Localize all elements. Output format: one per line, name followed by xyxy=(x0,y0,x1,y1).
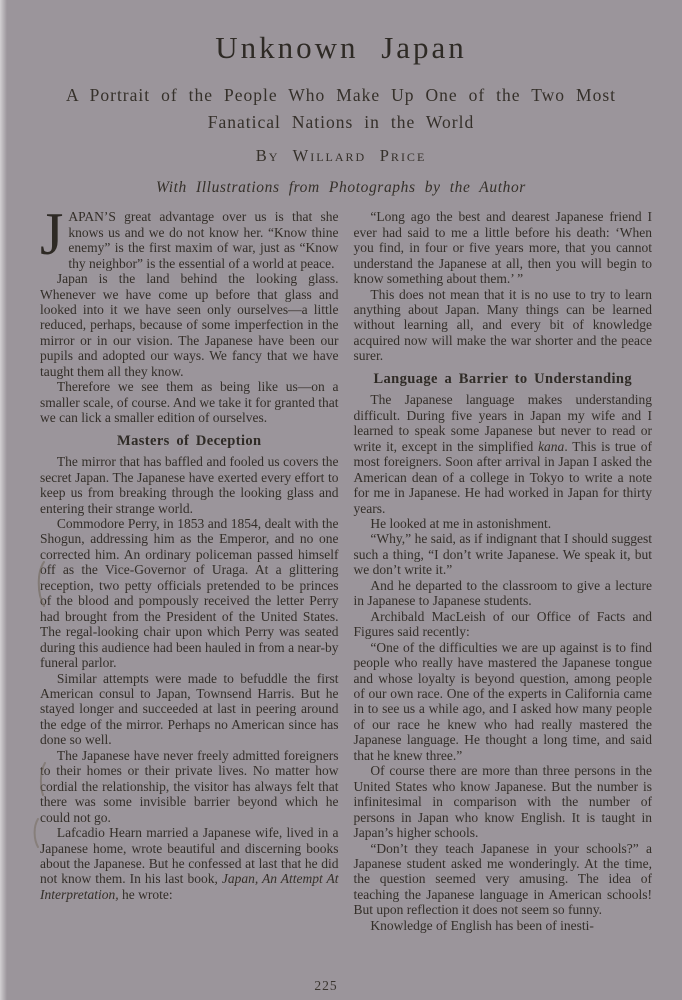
article-subtitle: A Portrait of the People Who Make Up One of the Two Most Fanatical Nations in the World xyxy=(65,85,617,133)
paragraph: Commodore Perry, in 1853 and 1854, dealt with the Shogun, addressing him as the Emperor, and no one corrected him. An ordinary policeman passed himself off as the Vice-Governor of Uraga. At a glittering reception, two petty officials pretended to be princes of the blood and pompously received the letter Perry had brought from the President of the United States. The regal-looking chair upon which Perry was seated during this audience had been hauled in from a near-by funeral parlor. xyxy=(40,516,339,671)
article-title: Unknown Japan xyxy=(215,30,467,65)
paragraph: Archibald MacLeish of our Office of Facts and Figures said recently: xyxy=(353,608,652,640)
paragraph: “Why,” he said, as if indignant that I should suggest such a thing, “I don’t write Japanese. We speak it, but we don’t write it.” xyxy=(353,531,652,578)
paragraph: He looked at me in astonishment. xyxy=(370,516,552,531)
paragraph: “Long ago the best and dearest Japanese friend I ever had said to me a little before his death: ‘When you find, in four or five years more, that you cannot understand the Japanese at all, then you will begin to know something about them.’ ” xyxy=(353,209,652,287)
paragraph: The Japanese language makes understanding difficult. During five years in Japan my wife and I learned to speak some Japanese but never to read or write it, except in the simplified kana. This is true of most foreigners. Soon after arrival in Japan I asked the American dean of a college in Tokyo to write a note for me in Japanese. He had worked in Japan for thirty years. xyxy=(353,392,652,516)
paragraph: And he departed to the classroom to give a lecture in Japanese to Japanese students. xyxy=(353,577,652,609)
article-body xyxy=(0,197,682,933)
section-heading: Masters of Deception xyxy=(117,432,262,449)
right-column xyxy=(354,209,653,933)
paragraph: The mirror that has baffled and fooled us covers the secret Japan. The Japanese have exerted every effort to keep us from breaking through the looking glass and entering their strange world. xyxy=(40,454,339,516)
paragraph: Knowledge of English has been of inesti- xyxy=(370,917,594,933)
page-number: 225 xyxy=(314,978,338,993)
paragraph: Of course there are more than three persons in the United States who know Japanese. But the number is infinitesimal in comparison with the number of persons in Japan who know English. It is taught in Japan’s higher schools. xyxy=(353,763,652,841)
drop-cap: J xyxy=(40,201,64,268)
article-header xyxy=(0,0,682,197)
paragraph: Japan is the land behind the looking glass. Whenever we have come up before that glass and looked into it we have seen only ourselves—a little reduced, perhaps, because of some imperfection in the mirror or in our vision. The Japanese have been our pupils and adopted our ways. We fancy that we have taught them all they know. xyxy=(40,271,339,379)
illustration-credit: With Illustrations from Photographs by the Author xyxy=(156,179,526,197)
paragraph: Lafcadio Hearn married a Japanese wife, lived in a Japanese home, wrote beautiful and discerning books about the Japanese. But he confessed at last that he did not know them. In his last book, Japan, An Attempt At Interpretation, he wrote: xyxy=(40,825,339,902)
paragraph: The Japanese have never freely admitted foreigners to their homes or their private lives. No matter how cordial the relationship, the visitor has always felt that there was some invisible barrier beyond which he could not go. xyxy=(40,747,339,825)
paragraph: JAPAN’S great advantage over us is that she knows us and we do not know her. “Know thine enemy” is the first maxim of war, just as “Know thy neighbor” is the essential of a world at peace. xyxy=(40,201,339,271)
article-byline: By Willard Price xyxy=(255,146,427,166)
paragraph: This does not mean that it is no use to try to learn anything about Japan. Many things can be learned without learning all, and every bit of knowledge acquired now will make the war shorter and the peace surer. xyxy=(353,286,652,364)
left-column xyxy=(40,201,339,933)
section-heading: Language a Barrier to Understanding xyxy=(373,370,633,387)
paragraph: “Don’t they teach Japanese in your schools?” a Japanese student asked me wonderingly. At the time, the question seemed very amusing. The idea of teaching the Japanese language in American schools! But upon reflection it does not seem so funny. xyxy=(353,840,652,918)
paragraph: Therefore we see them as being like us—on a smaller scale, of course. And we take it for granted that we can lick a smaller edition of ourselves. xyxy=(40,379,339,426)
paragraph: Similar attempts were made to befuddle the first American consul to Japan, Townsend Harris. But he stayed longer and succeeded at last in peering around the edge of the mirror. Perhaps no American since has done so well. xyxy=(40,670,339,748)
paragraph: “One of the difficulties we are up against is to find people who really have mastered the Japanese tongue and whose loyalty is beyond question, among people of our own race. One of the experts in California came in to see us a while ago, and I asked how many people of our race he knew who had really mastered the Japanese language. He thought a long time, and said that he knew three.” xyxy=(353,639,652,763)
